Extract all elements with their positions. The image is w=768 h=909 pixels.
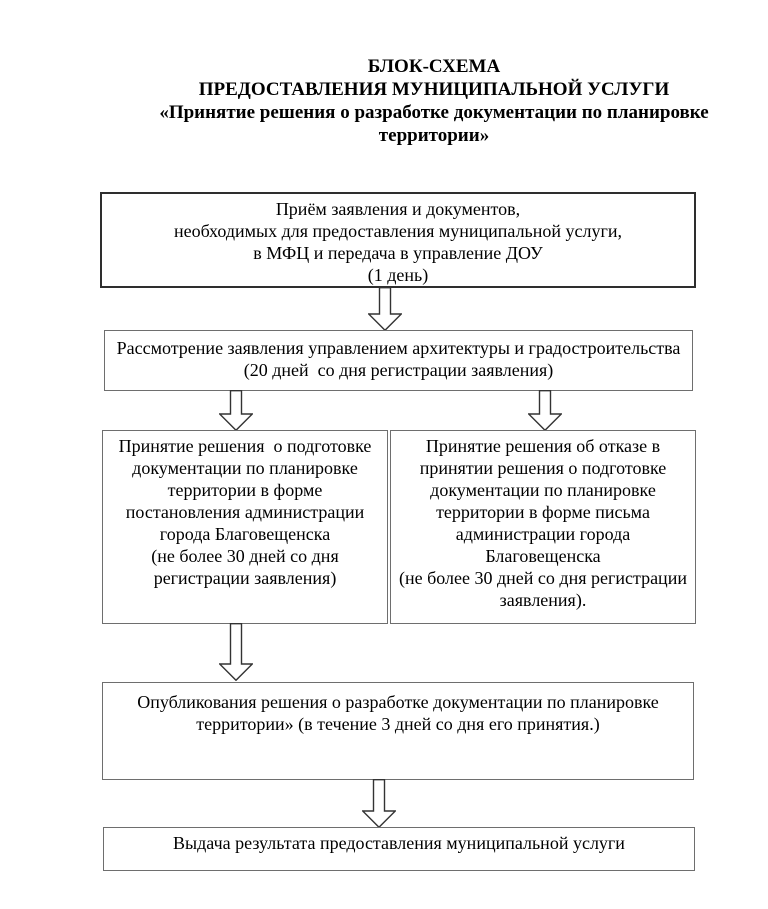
flow-node-publication [102,682,694,780]
down-arrow-icon [362,779,396,828]
flow-node-reception-text: Приём заявления и документов, необходимых для предоставления муниципальной услуги, в МФЦ и передача в управление ДОУ (1 день) [173,199,623,285]
flow-node-decision-approve-text: Принятие решения о подготовке документации по планировке территории в форме постановления администрации города Благовещенска (не более 30 дней со дня регистрации заявления) [118,436,372,588]
down-arrow-icon [219,623,253,681]
flow-node-review-text: Рассмотрение заявления управлением архитектуры и градостроительства (20 дней со дня регистрации заявления) [116,338,681,380]
down-arrow-icon [368,287,402,331]
down-arrow-icon [219,390,253,431]
flow-node-decision-approve [102,430,388,624]
flow-node-reception [100,192,696,288]
flow-node-publication-text: Опубликования решения о разработке документации по планировке территории» (в течение 3 дней со дня его принятия.) [137,692,659,734]
flow-node-review [104,330,693,391]
flow-node-decision-refuse-text: Принятие решения об отказе в принятии решения о подготовке документации по планировке территории в форме письма администрации города Благовещенска (не более 30 дней со дня регистрации заявления). [399,436,687,610]
page-title: БЛОК-СХЕМА ПРЕДОСТАВЛЕНИЯ МУНИЦИПАЛЬНОЙ УСЛУГИ «Принятие решения о разработке документации по планировке территории» [159,56,709,146]
flow-node-result [103,827,695,871]
flow-node-result-text: Выдача результата предоставления муниципальной услуги [173,833,625,853]
flow-node-decision-refuse [390,430,696,624]
down-arrow-icon [528,390,562,431]
